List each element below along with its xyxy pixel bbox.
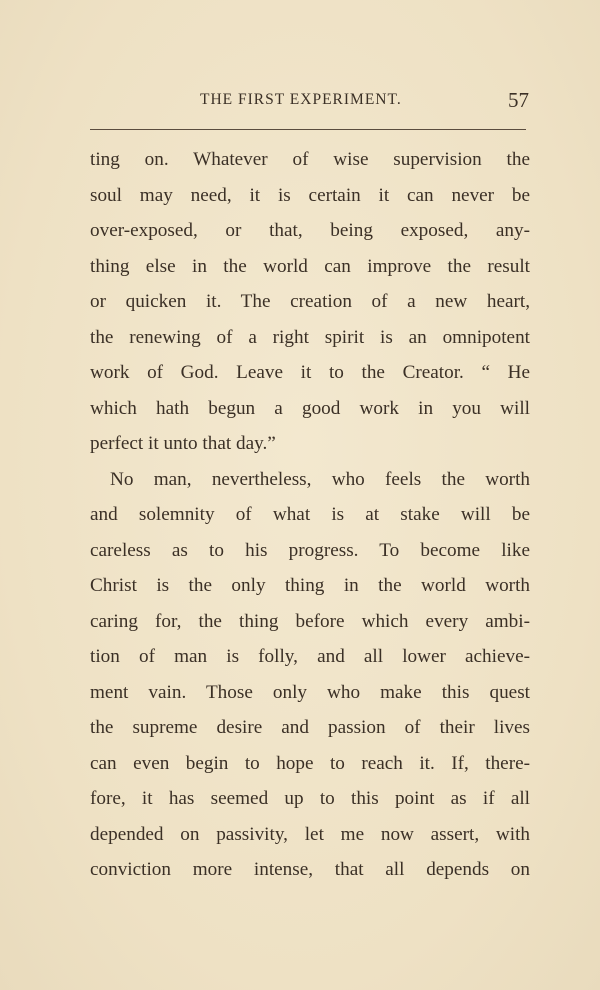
- page-number: 57: [508, 88, 529, 112]
- text-line: the renewing of a right spirit is an omnipotent: [90, 326, 530, 348]
- text-line: conviction more intense, that all depends on: [90, 859, 530, 880]
- text-line: the supreme desire and passion of their lives: [90, 717, 530, 738]
- text-line: perfect it unto that day.”: [90, 433, 276, 454]
- text-line: can even begin to hope to reach it. If, there-: [90, 752, 530, 774]
- header-rule: [90, 129, 526, 130]
- text-line: ment vain. Those only who make this quest: [90, 681, 530, 703]
- text-line: Christ is the only thing in the world worth: [90, 575, 530, 596]
- text-line: depended on passivity, let me now assert, with: [90, 823, 530, 845]
- text-line: over-exposed, or that, being exposed, any-: [90, 220, 530, 241]
- text-line: No man, nevertheless, who feels the worth: [110, 468, 530, 490]
- text-line: which hath begun a good work in you will: [90, 397, 530, 419]
- text-line: soul may need, it is certain it can never be: [90, 184, 530, 206]
- text-line: tion of man is folly, and all lower achieve-: [90, 646, 530, 667]
- running-head: THE FIRST EXPERIMENT.: [200, 91, 402, 108]
- text-line: careless as to his progress. To become like: [90, 539, 530, 561]
- text-line: caring for, the thing before which every ambi-: [90, 610, 530, 632]
- text-line: thing else in the world can improve the result: [90, 255, 530, 277]
- text-line: fore, it has seemed up to this point as if all: [90, 788, 530, 809]
- text-line: ting on. Whatever of wise supervision the: [90, 149, 530, 170]
- text-line: work of God. Leave it to the Creator. “ He: [90, 362, 530, 383]
- body-text: [90, 142, 530, 888]
- text-line: or quicken it. The creation of a new heart,: [90, 291, 530, 312]
- text-line: and solemnity of what is at stake will be: [90, 504, 530, 525]
